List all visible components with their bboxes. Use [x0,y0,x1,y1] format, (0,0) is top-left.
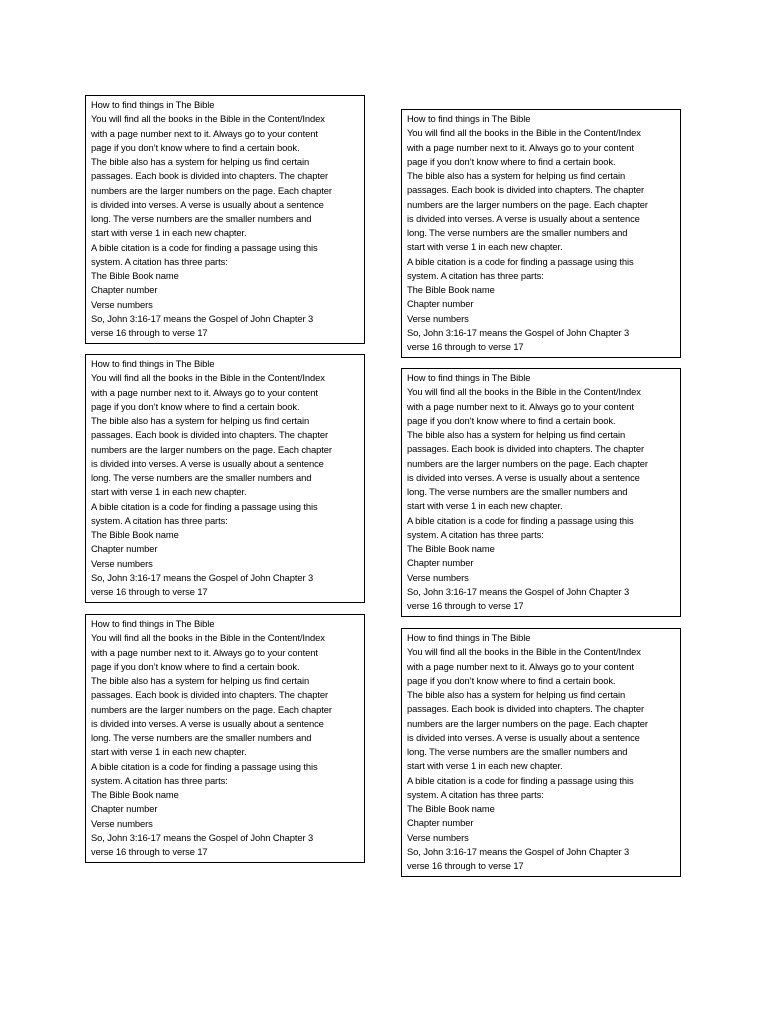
card-text-line: You will find all the books in the Bible in the Content/Index [407,386,641,398]
card-text-line: So, John 3:16-17 means the Gospel of John Chapter 3 [91,312,314,324]
card-text-line: with a page number next to it. Always go to your content [91,127,318,139]
card-text-line: verse 16 through to verse 17 [407,341,524,352]
bible-guide-card-bottom-left [85,614,365,863]
card-text-line: The bible also has a system for helping us find certain [407,170,626,181]
card-text-line: Verse numbers [91,817,153,829]
card-text-line: with a page number next to it. Always go to your content [407,400,634,412]
card-text-line: is divided into verses. A verse is usually about a sentence [407,471,640,483]
card-title: How to find things in The Bible [91,99,215,110]
card-text-line: Verse numbers [407,831,469,843]
card-text-line: So, John 3:16-17 means the Gospel of John Chapter 3 [407,326,630,338]
card-text-line: long. The verse numbers are the smaller numbers and [91,472,312,483]
card-text-line: A bible citation is a code for finding a passage using this [91,241,318,253]
card-text-line: You will find all the books in the Bible in the Content/Index [91,113,325,125]
card-text-line: A bible citation is a code for finding a passage using this [407,774,634,786]
card-text-line: is divided into verses. A verse is usually about a sentence [91,457,324,469]
card-text-line: The bible also has a system for helping us find certain [91,415,310,426]
card-text-line: Chapter number [91,284,158,296]
card-text-line: A bible citation is a code for finding a passage using this [91,500,318,512]
bible-guide-card-middle-right [401,368,681,617]
card-text-line: The Bible Book name [407,284,495,295]
card-text-line: with a page number next to it. Always go to your content [407,141,634,153]
card-text-line: Chapter number [407,557,474,569]
card-text-line: Chapter number [407,298,474,310]
card-text-line: system. A citation has three parts: [407,269,544,281]
card-text-line: verse 16 through to verse 17 [91,327,208,338]
card-text-line: You will find all the books in the Bible in the Content/Index [91,372,325,384]
card-text-line: numbers are the larger numbers on the page. Each chapter [91,443,332,455]
card-text-line: is divided into verses. A verse is usually about a sentence [91,198,324,210]
card-text-line: numbers are the larger numbers on the page. Each chapter [407,457,648,469]
card-text-line: start with verse 1 in each new chapter. [407,241,563,253]
card-title: How to find things in The Bible [407,632,531,643]
card-text-line: passages. Each book is divided into chapters. The chapter [91,170,328,182]
card-text-line: is divided into verses. A verse is usually about a sentence [407,212,640,224]
card-text-line: verse 16 through to verse 17 [407,860,524,871]
card-text-line: Chapter number [91,543,158,555]
card-text-line: long. The verse numbers are the smaller numbers and [91,732,312,743]
card-text-line: start with verse 1 in each new chapter. [91,227,247,239]
card-text-line: system. A citation has three parts: [91,774,228,786]
card-text-line: passages. Each book is divided into chapters. The chapter [91,429,328,441]
card-text-line: long. The verse numbers are the smaller numbers and [407,227,628,238]
card-text-line: passages. Each book is divided into chapters. The chapter [407,443,644,455]
card-text-line: Verse numbers [407,312,469,324]
card-text-line: start with verse 1 in each new chapter. [91,746,247,758]
card-text-line: The Bible Book name [407,543,495,554]
card-text-line: Verse numbers [91,557,153,569]
card-text-line: passages. Each book is divided into chapters. The chapter [91,689,328,701]
card-text-line: Verse numbers [407,571,469,583]
card-text-line: page if you don’t know where to find a certain book. [91,141,300,153]
card-text-line: system. A citation has three parts: [407,788,544,800]
card-text-line: numbers are the larger numbers on the page. Each chapter [407,198,648,210]
card-title: How to find things in The Bible [407,113,531,124]
card-text-line: with a page number next to it. Always go to your content [91,386,318,398]
card-text-line: verse 16 through to verse 17 [407,600,524,611]
card-text-line: So, John 3:16-17 means the Gospel of John Chapter 3 [407,585,630,597]
card-text-line: verse 16 through to verse 17 [91,846,208,857]
card-text-line: start with verse 1 in each new chapter. [407,500,563,512]
card-text-line: system. A citation has three parts: [407,528,544,540]
card-text-line: long. The verse numbers are the smaller numbers and [407,486,628,497]
card-text-line: start with verse 1 in each new chapter. [91,486,247,498]
card-text-line: long. The verse numbers are the smaller numbers and [91,213,312,224]
card-text-line: The bible also has a system for helping us find certain [91,156,310,167]
card-text-line: You will find all the books in the Bible in the Content/Index [91,632,325,644]
bible-guide-card-top-right [401,109,681,358]
card-text-line: passages. Each book is divided into chapters. The chapter [407,703,644,715]
card-text-line: So, John 3:16-17 means the Gospel of John Chapter 3 [91,831,314,843]
card-text-line: long. The verse numbers are the smaller numbers and [407,746,628,757]
card-text-line: Verse numbers [91,298,153,310]
card-text-line: page if you don’t know where to find a certain book. [407,414,616,426]
bible-guide-card-bottom-right [401,628,681,877]
card-text-line: The bible also has a system for helping us find certain [91,675,310,686]
card-text-line: So, John 3:16-17 means the Gospel of John Chapter 3 [407,845,630,857]
card-text-line: numbers are the larger numbers on the page. Each chapter [407,717,648,729]
card-text-line: with a page number next to it. Always go to your content [407,660,634,672]
card-title: How to find things in The Bible [407,372,531,383]
card-text-line: system. A citation has three parts: [91,514,228,526]
card-text-line: numbers are the larger numbers on the page. Each chapter [91,703,332,715]
bible-guide-card-middle-left [85,354,365,603]
card-text-line: page if you don’t know where to find a certain book. [407,674,616,686]
card-text-line: The Bible Book name [407,803,495,814]
card-text-line: You will find all the books in the Bible in the Content/Index [407,646,641,658]
card-text-line: numbers are the larger numbers on the page. Each chapter [91,184,332,196]
card-text-line: A bible citation is a code for finding a passage using this [91,760,318,772]
card-text-line: page if you don’t know where to find a certain book. [91,660,300,672]
card-text-line: A bible citation is a code for finding a passage using this [407,514,634,526]
card-text-line: The bible also has a system for helping us find certain [407,689,626,700]
card-text-line: passages. Each book is divided into chapters. The chapter [407,184,644,196]
card-text-line: with a page number next to it. Always go to your content [91,646,318,658]
card-text-line: verse 16 through to verse 17 [91,586,208,597]
card-text-line: Chapter number [407,817,474,829]
card-text-line: Chapter number [91,803,158,815]
card-title: How to find things in The Bible [91,618,215,629]
card-text-line: is divided into verses. A verse is usually about a sentence [407,731,640,743]
card-text-line: The Bible Book name [91,529,179,540]
card-text-line: The Bible Book name [91,270,179,281]
card-text-line: A bible citation is a code for finding a passage using this [407,255,634,267]
bible-guide-card-top-left [85,95,365,344]
card-text-line: You will find all the books in the Bible in the Content/Index [407,127,641,139]
card-text-line: system. A citation has three parts: [91,255,228,267]
card-text-line: page if you don’t know where to find a certain book. [91,400,300,412]
card-text-line: page if you don’t know where to find a certain book. [407,155,616,167]
card-text-line: So, John 3:16-17 means the Gospel of John Chapter 3 [91,571,314,583]
card-text-line: The Bible Book name [91,789,179,800]
card-text-line: start with verse 1 in each new chapter. [407,760,563,772]
card-text-line: The bible also has a system for helping us find certain [407,429,626,440]
card-text-line: is divided into verses. A verse is usually about a sentence [91,717,324,729]
card-title: How to find things in The Bible [91,358,215,369]
